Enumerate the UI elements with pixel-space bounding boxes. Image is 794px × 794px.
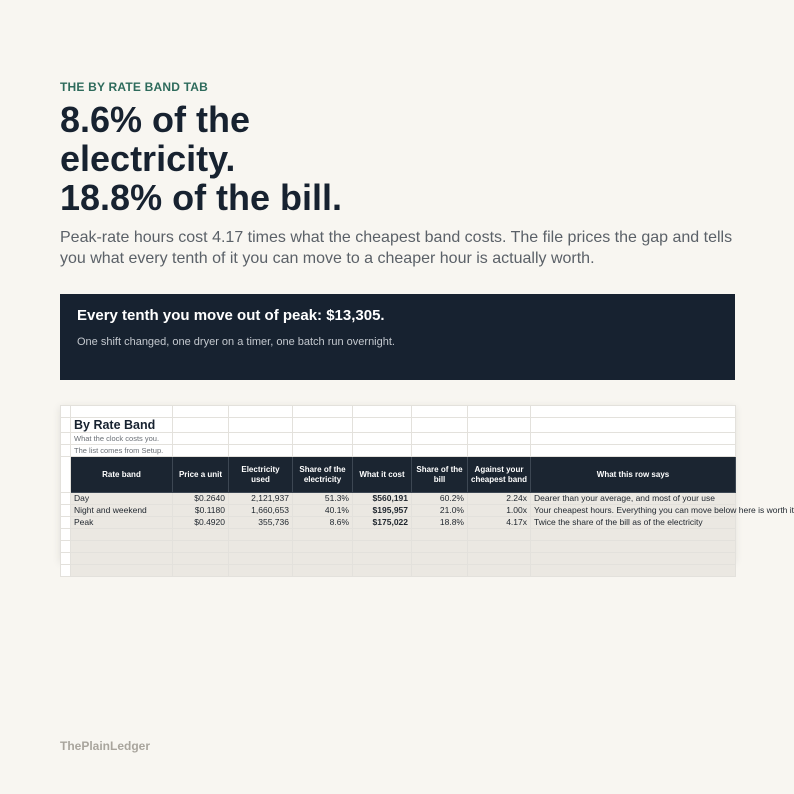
cell-share-electricity[interactable]: 8.6% (293, 517, 353, 529)
cell-against-cheapest[interactable]: 1.00x (468, 505, 531, 517)
headline-line-1: 8.6% of the (60, 99, 251, 140)
cell-rate-band[interactable]: Day (71, 493, 173, 505)
eyebrow-label: THE BY RATE BAND TAB (60, 80, 208, 94)
cell-row-says[interactable]: Twice the share of the bill as of the electricity (531, 517, 736, 529)
cell-against-cheapest[interactable]: 4.17x (468, 517, 531, 529)
cell-electricity-used[interactable]: 2,121,937 (229, 493, 293, 505)
column-header[interactable]: Share of the bill (412, 457, 468, 493)
sheet-subtitle: What the clock costs you. (74, 434, 160, 443)
column-header[interactable]: Electricity used (229, 457, 293, 493)
table-header-row (61, 457, 736, 493)
cell-electricity-used[interactable]: 1,660,653 (229, 505, 293, 517)
sheet-note: The list comes from Setup. (74, 446, 164, 455)
sheet-note-cell[interactable] (71, 445, 173, 457)
callout-title: Every tenth you move out of peak: $13,305. (77, 307, 385, 324)
cell-share-electricity[interactable]: 40.1% (293, 505, 353, 517)
cell-rate-band[interactable]: Peak (71, 517, 173, 529)
headline-line-3: 18.8% of the bill. (60, 177, 343, 218)
sheet-title-cell[interactable] (71, 418, 173, 433)
callout-subtitle: One shift changed, one dryer on a timer, one batch run overnight. (77, 336, 395, 348)
callout-box (60, 294, 735, 380)
cell-cost[interactable]: $560,191 (353, 493, 412, 505)
spreadsheet-grid (60, 405, 794, 577)
cell-row-says[interactable]: Dearer than your average, and most of your use (531, 493, 736, 505)
cell-price[interactable]: $0.1180 (173, 505, 229, 517)
cell-cost[interactable]: $175,022 (353, 517, 412, 529)
cell-share-bill[interactable]: 21.0% (412, 505, 468, 517)
cell-row-says[interactable]: Your cheapest hours. Everything you can move below here is worth it (531, 505, 736, 517)
headline (60, 100, 740, 217)
lede-paragraph: Peak-rate hours cost 4.17 times what the cheapest band costs. The file prices the gap and tells you what every tenth of it you can move to a cheaper hour is actually worth. (60, 229, 733, 267)
table-row (61, 493, 736, 505)
column-header[interactable]: What this row says (531, 457, 736, 493)
cell-share-bill[interactable]: 18.8% (412, 517, 468, 529)
cell-share-electricity[interactable]: 51.3% (293, 493, 353, 505)
cell-rate-band[interactable]: Night and weekend (71, 505, 173, 517)
cell-share-bill[interactable]: 60.2% (412, 493, 468, 505)
sheet-title: By Rate Band (74, 418, 156, 432)
column-header[interactable]: Against your cheapest band (468, 457, 531, 493)
column-header[interactable]: Share of the electricity (293, 457, 353, 493)
table-row (61, 517, 736, 529)
brand-wordmark: ThePlainLedger (60, 739, 151, 753)
spreadsheet-preview (60, 405, 794, 561)
table-row (61, 505, 736, 517)
cell-price[interactable]: $0.2640 (173, 493, 229, 505)
sheet-subtitle-cell[interactable] (71, 433, 173, 445)
cell-price[interactable]: $0.4920 (173, 517, 229, 529)
column-header[interactable]: Price a unit (173, 457, 229, 493)
cell-against-cheapest[interactable]: 2.24x (468, 493, 531, 505)
cell-electricity-used[interactable]: 355,736 (229, 517, 293, 529)
column-header[interactable]: What it cost (353, 457, 412, 493)
column-header[interactable]: Rate band (71, 457, 173, 493)
headline-line-2: electricity. (60, 138, 236, 179)
cell-cost[interactable]: $195,957 (353, 505, 412, 517)
